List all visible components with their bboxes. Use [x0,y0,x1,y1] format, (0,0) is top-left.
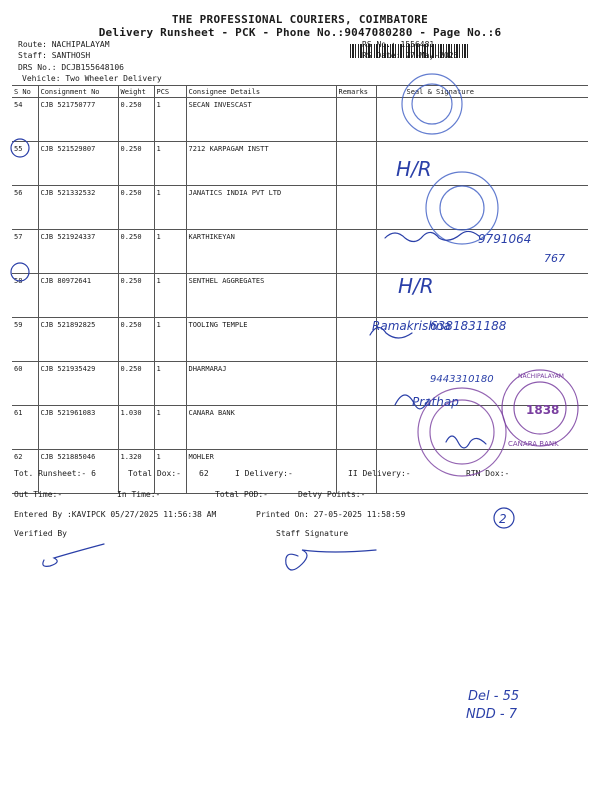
route-label: Route: NACHIPALAYAM [18,40,110,49]
staff-signature-mark [286,550,376,570]
cell-pcs: 1 [154,142,186,186]
cell-pcs: 1 [154,406,186,450]
circle-mark-58 [11,263,29,281]
phone-note-60: 9443310180 [430,374,494,385]
verified-by-label: Verified By [14,529,67,538]
col-sno: S No [12,86,38,98]
col-weight: Weight [118,86,154,98]
cell-sno: 56 [12,186,38,230]
col-seal-signature: Seal & Signature [376,86,588,98]
drs-number: DRS No.: DCJB155648106 [18,63,124,72]
cell-pcs: 1 [154,230,186,274]
cell-pcs: 1 [154,450,186,494]
cell-consignment: CJB 80972641 [38,274,118,318]
cell-pcs: 1 [154,98,186,142]
cell-pcs: 1 [154,274,186,318]
total-pod: Total POD:- [215,490,268,499]
cell-consignment: CJB 521529807 [38,142,118,186]
cell-weight: 0.250 [118,142,154,186]
cell-consignee: SECAN INVESCAST [186,98,336,142]
name-note-59: Ramakrishna [372,319,451,333]
hr-note-58: H/R [398,274,434,298]
entered-by: Entered By :KAVIPCK 05/27/2025 11:56:38 AM [14,510,217,519]
ii-delivery: II Delivery:- [348,469,411,478]
cell-consignment: CJB 521892825 [38,318,118,362]
cell-weight: 0.250 [118,362,154,406]
cell-weight: 0.250 [118,318,154,362]
canara-stamp-number: 1838 [526,403,560,417]
total-dox-value: 62 [199,469,209,478]
staff-signature-label: Staff Signature [276,529,349,538]
cell-weight: 0.250 [118,274,154,318]
cell-consignee: TOOLING TEMPLE [186,318,336,362]
delvy-points: Delvy Points:- [298,490,366,499]
cell-consignee: KARTHIKEYAN [186,230,336,274]
cell-weight: 0.250 [118,98,154,142]
seal-stamp-1 [402,74,462,134]
printed-on: Printed On: 27-05-2025 11:58:59 [256,510,406,519]
vehicle-label: Vehicle: Two Wheeler Delivery [22,74,162,83]
col-consignee: Consignee Details [186,86,336,98]
signature-scribble-62 [446,436,486,448]
phone-note-57: 9791064 [478,232,532,246]
cell-sno: 60 [12,362,38,406]
cell-sno: 59 [12,318,38,362]
cell-consignee: DHARMARAJ [186,362,336,406]
runsheet-subtitle: Delivery Runsheet - PCK - Phone No.:9047080280 - Page No.:6 [98,26,502,39]
col-pcs: PCS [154,86,186,98]
company-title: THE PROFESSIONAL COURIERS, COIMBATORE [171,13,429,26]
cell-consignment: CJB 521924337 [38,230,118,274]
cell-consignment: CJB 521885046 [38,450,118,494]
cell-weight: 0.250 [118,230,154,274]
phone-note-59: 6381831188 [430,319,507,333]
del-count-note: Del - 55 [468,689,520,704]
in-time: In Time:- [117,490,161,499]
cell-consignment: CJB 521750777 [38,98,118,142]
cell-weight: 0.250 [118,186,154,230]
canara-stamp-name: CANARA BANK [508,440,559,448]
circle-mark-55 [11,139,29,157]
total-dox-label: Total Dox:- [128,469,181,478]
cell-consignment: CJB 521961083 [38,406,118,450]
verified-signature [43,544,104,566]
cell-consignment: CJB 521332532 [38,186,118,230]
cell-consignment: CJB 521935429 [38,362,118,406]
phone-note-57b: 767 [544,252,565,265]
ndd-count-note: NDD - 7 [466,707,517,722]
cell-sno: 55 [12,142,38,186]
cell-pcs: 1 [154,362,186,406]
signature-scribble-57 [385,231,479,241]
canara-stamp-branch: NACHIPALAYAM [518,373,564,380]
col-consignment: Consignment No [38,86,118,98]
staff-label: Staff: SANTHOSH [18,51,91,60]
cell-weight: 1.030 [118,406,154,450]
tot-runsheet: Tot. Runsheet:- 6 [14,469,96,478]
cell-consignee: 7212 KARPAGAM INSTT [186,142,336,186]
cell-consignee: MOHLER [186,450,336,494]
cell-pcs: 1 [154,186,186,230]
col-remarks: Remarks [336,86,376,98]
cell-weight: 1.320 [118,450,154,494]
cell-sno: 62 [12,450,38,494]
circled-number: 2 [499,512,507,526]
cell-pcs: 1 [154,318,186,362]
rs-number: RS No.: 1556481 [362,40,435,49]
hr-note-55: H/R [396,157,432,181]
cell-consignee: SENTHEL AGGREGATES [186,274,336,318]
cell-consignee: JANATICS INDIA PVT LTD [186,186,336,230]
cell-sno: 58 [12,274,38,318]
cell-sno: 57 [12,230,38,274]
rs-date: RS Date: 27-May-2025 [362,51,459,60]
cell-sno: 54 [12,98,38,142]
rtn-dox: RTN Dox:- [466,469,510,478]
out-time: Out Time:- [14,490,63,499]
cell-consignee: CANARA BANK [186,406,336,450]
name-note-61: Prathap [412,395,459,409]
cell-sno: 61 [12,406,38,450]
i-delivery: I Delivery:- [235,469,293,478]
